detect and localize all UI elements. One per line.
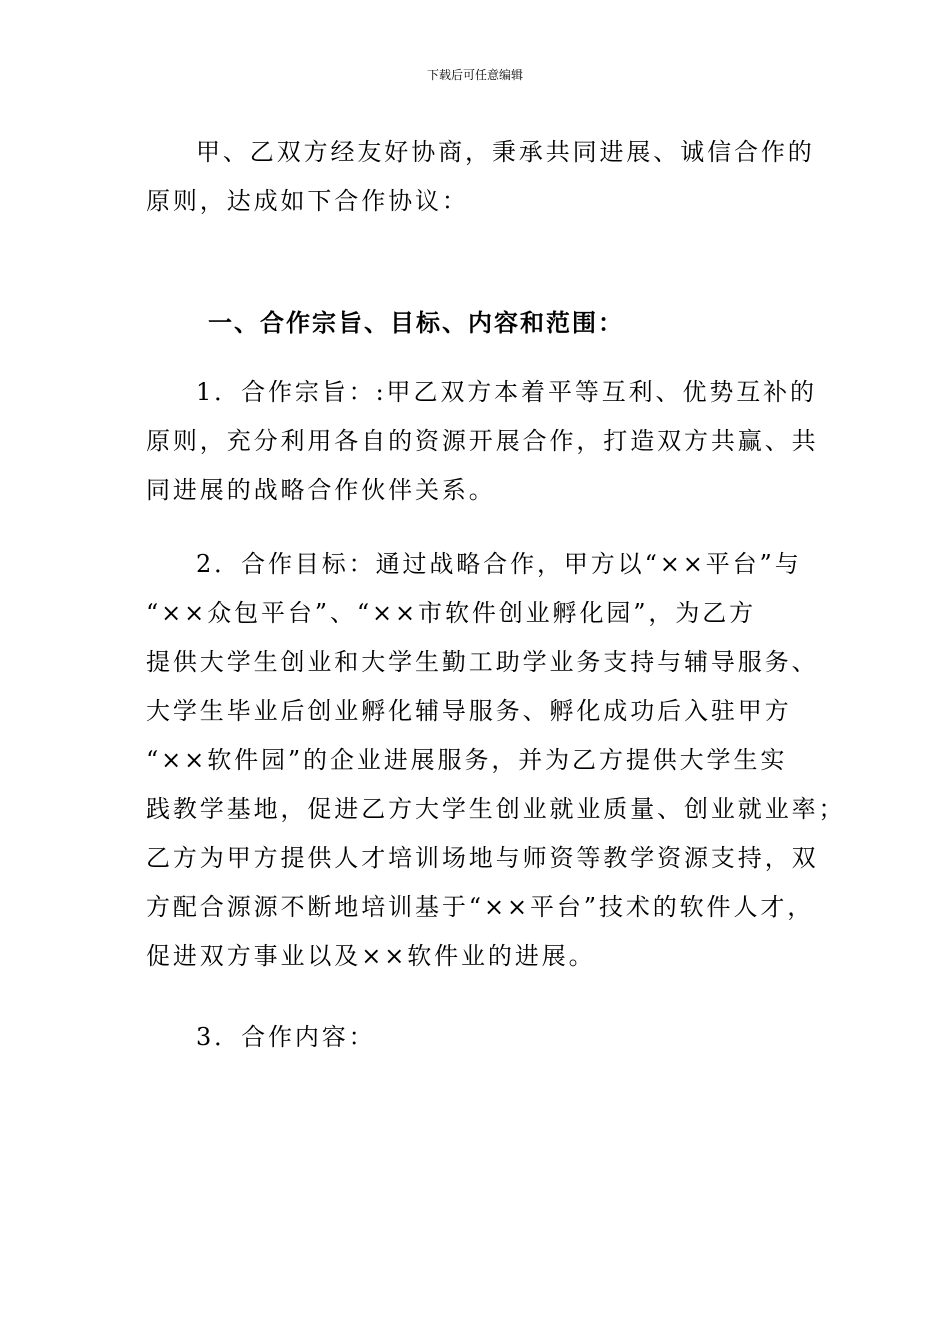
heading-text: 一、合作宗旨、目标、内容和范围： <box>208 308 624 337</box>
page-header: 下载后可任意编辑 <box>426 68 523 82</box>
text-line: 大学生毕业后创业孵化辅导服务、孵化成功后入驻甲方 <box>146 697 792 725</box>
text-line: 方配合源源不断地培训基于“××平台”技术的软件人才， <box>146 893 815 921</box>
text-line: “××软件园”的企业进展服务，并为乙方提供大学生实 <box>146 746 788 774</box>
paragraph-goal <box>146 540 846 981</box>
text-line: 乙方为甲方提供人才培训场地与师资等教学资源支持，双 <box>146 844 819 872</box>
text-line: 践教学基地，促进乙方大学生创业就业质量、创业就业率； <box>146 795 846 823</box>
section-heading <box>146 298 811 347</box>
text-line: 原则，达成如下合作协议： <box>146 187 469 215</box>
text-line: “××众包平台”、“××市软件创业孵化园”，为乙方 <box>146 599 757 627</box>
text-line: 1．合作宗旨：:甲乙双方本着平等互利、优势互补的 <box>196 378 817 406</box>
paragraph-content <box>146 1013 811 1062</box>
text-line: 3．合作内容： <box>196 1023 376 1051</box>
intro-paragraph <box>146 128 815 226</box>
text-line: 同进展的战略合作伙伴关系。 <box>146 476 496 504</box>
text-line: 甲、乙双方经友好协商，秉承共同进展、诚信合作的 <box>196 138 815 166</box>
text-line: 提供大学生创业和大学生勤工助学业务支持与辅导服务、 <box>146 648 819 676</box>
text-line: 促进双方事业以及××软件业的进展。 <box>146 942 596 970</box>
text-line: 2．合作目标：通过战略合作，甲方以“××平台”与 <box>196 550 802 578</box>
text-line: 原则，充分利用各自的资源开展合作，打造双方共赢、共 <box>146 427 819 455</box>
paragraph-purpose <box>146 368 819 515</box>
